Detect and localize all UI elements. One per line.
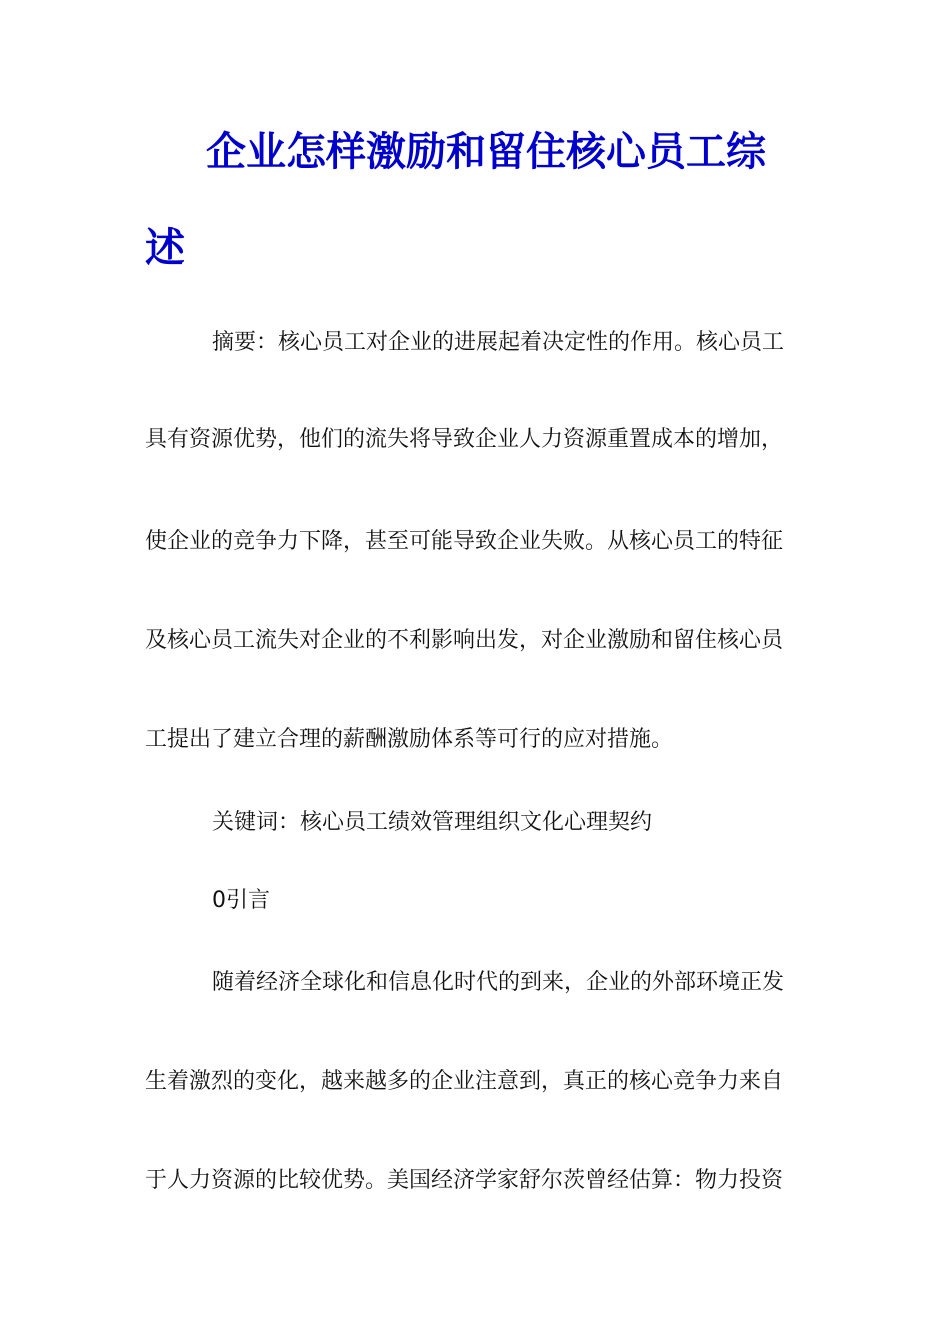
intro-line-2: 生着激烈的变化，越来越多的企业注意到，真正的核心竞争力来自 [145, 1069, 784, 1094]
abstract-line-1: 摘要：核心员工对企业的进展起着决定性的作用。核心员工 [212, 330, 785, 355]
abstract-line-5: 工提出了建立合理的薪酬激励体系等可行的应对措施。 [145, 727, 674, 752]
abstract-line-4: 及核心员工流失对企业的不利影响出发，对企业激励和留住核心员 [145, 628, 784, 653]
document-title-line-2: 述 [145, 224, 185, 271]
intro-line-3: 于人力资源的比较优势。美国经济学家舒尔茨曾经估算：物力投资 [145, 1168, 784, 1193]
abstract-line-2: 具有资源优势，他们的流失将导致企业人力资源重置成本的增加， [145, 427, 784, 452]
intro-line-1: 随着经济全球化和信息化时代的到来，企业的外部环境正发 [212, 970, 785, 995]
section-heading: 0引言 [212, 888, 270, 913]
abstract-line-3: 使企业的竞争力下降，甚至可能导致企业失败。从核心员工的特征 [145, 529, 784, 554]
document-title-line-1: 企业怎样激励和留住核心员工综 [206, 128, 766, 175]
keywords-line: 关键词：核心员工绩效管理组织文化心理契约 [212, 810, 653, 835]
